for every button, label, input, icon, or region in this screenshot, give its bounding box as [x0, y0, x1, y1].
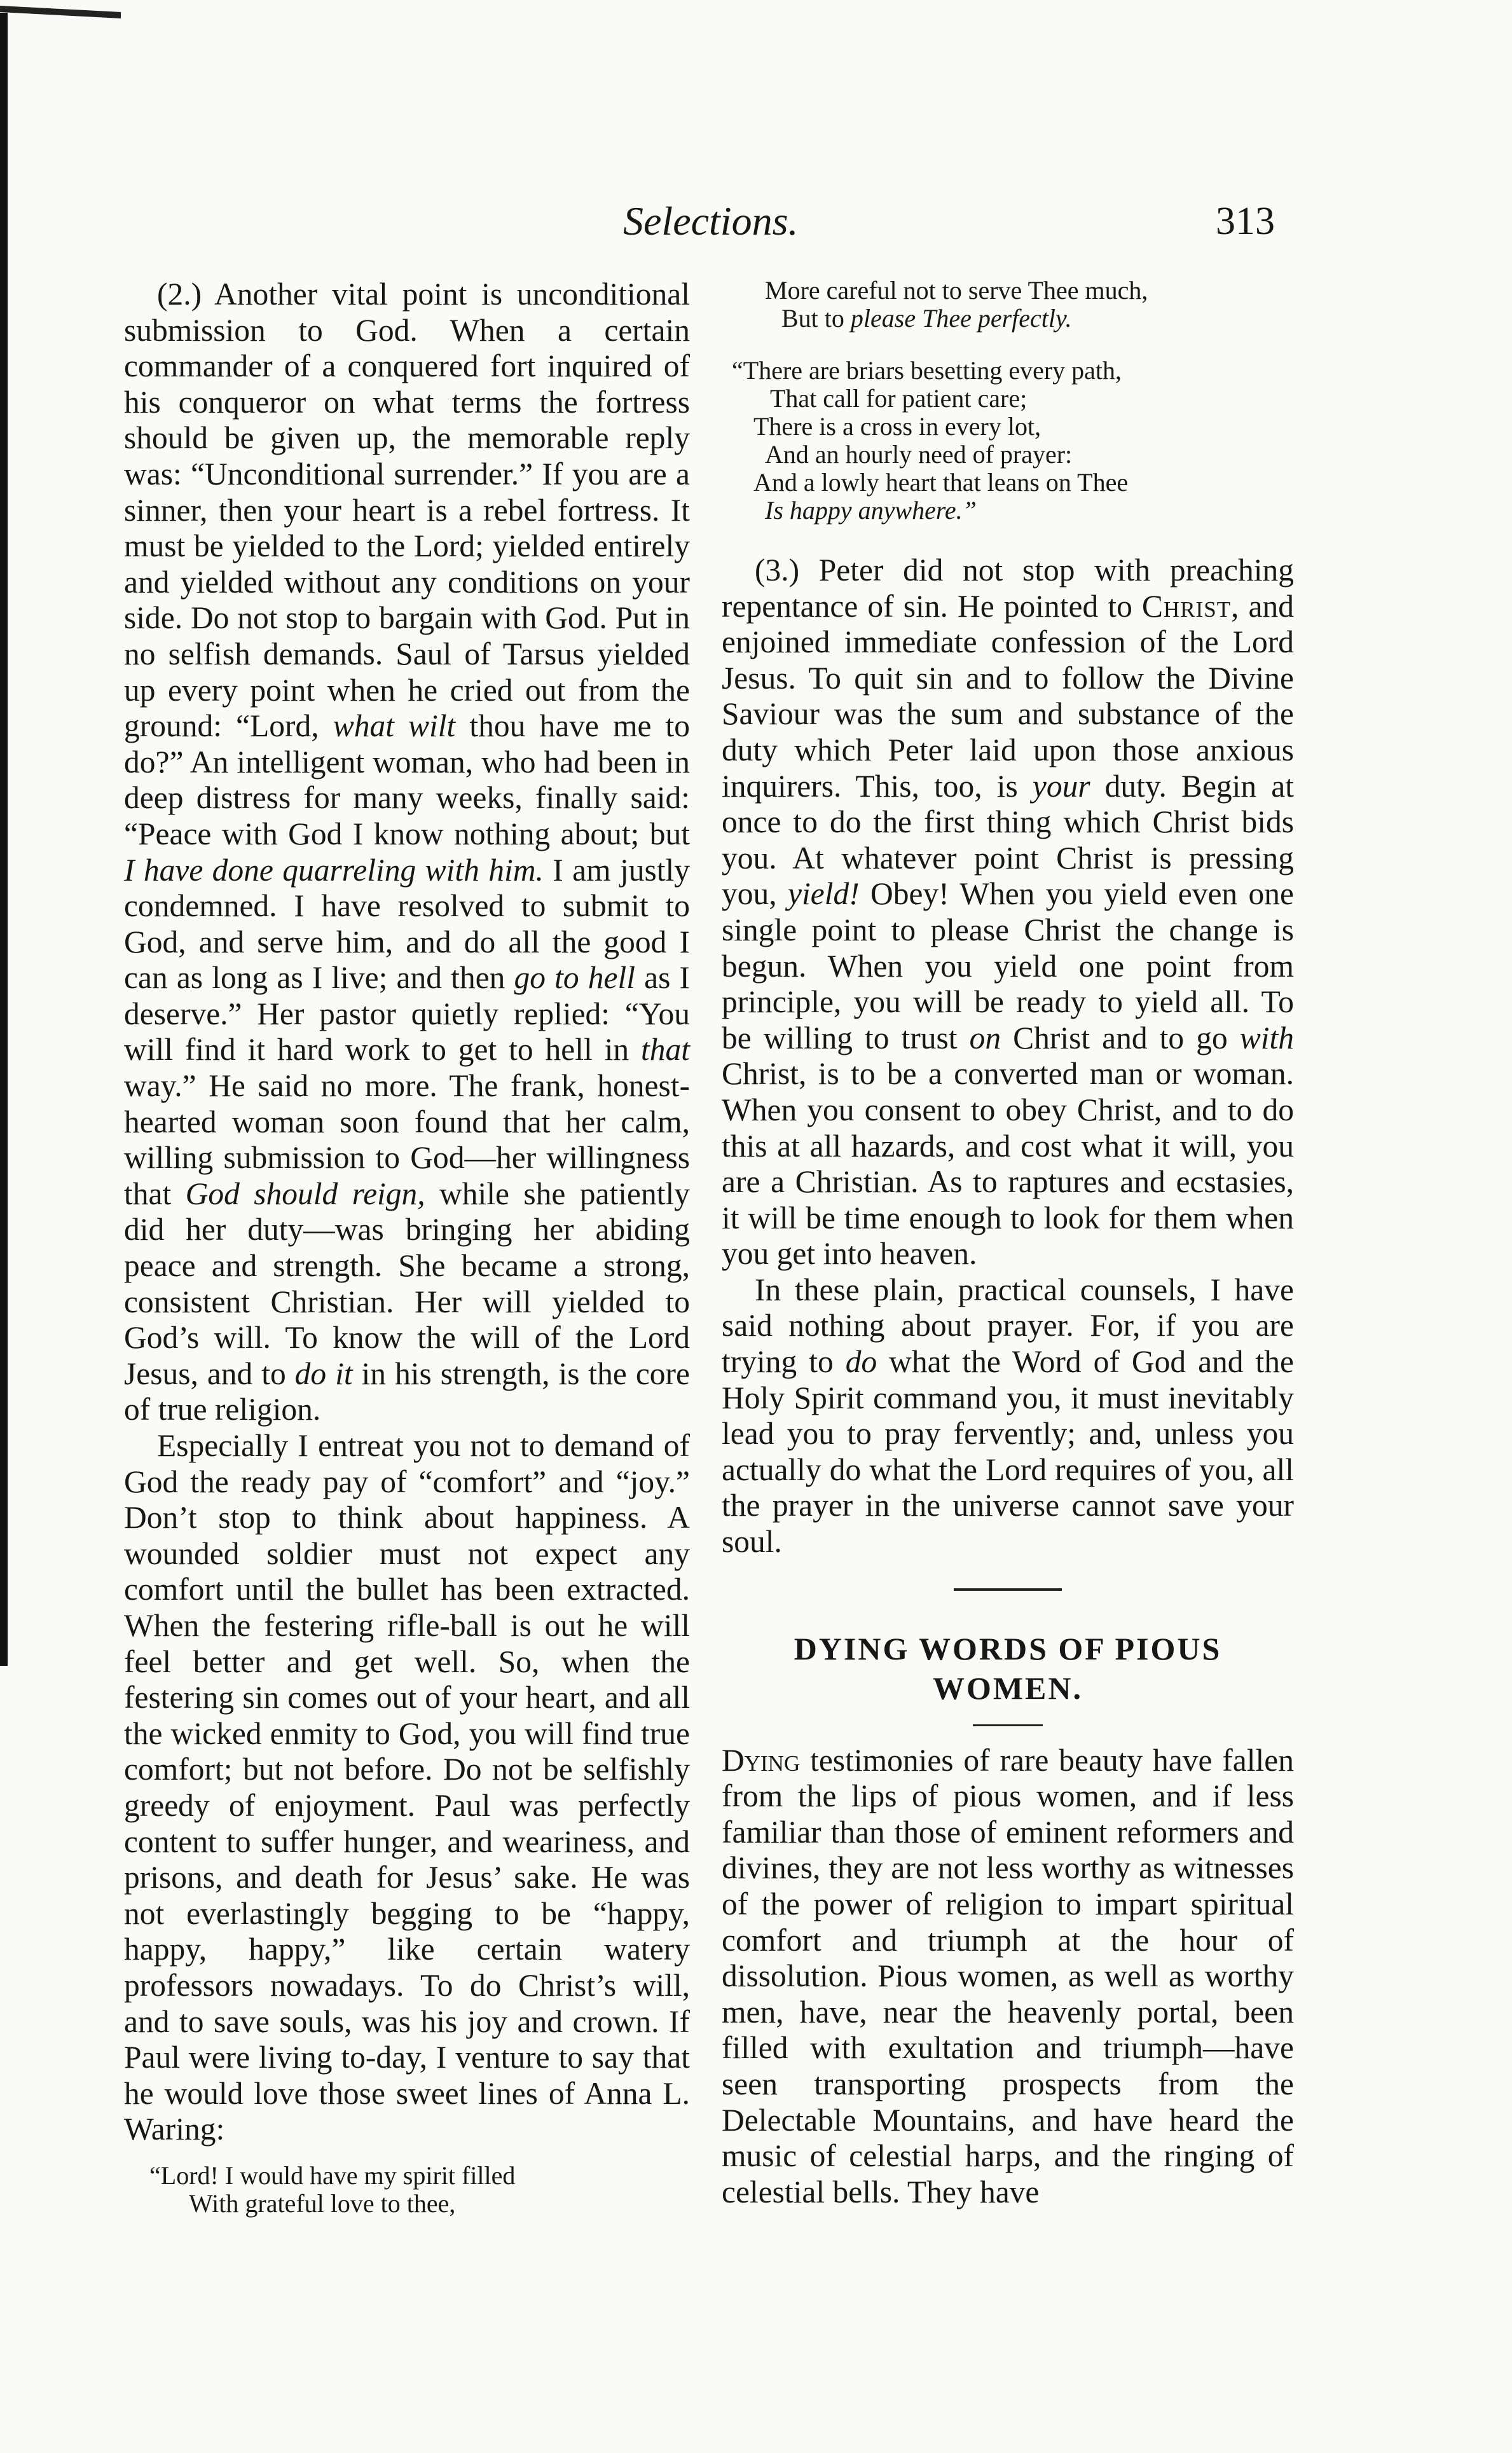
text-run: in his strength, is the core of true religion.	[124, 1356, 691, 1427]
heading-line: WOMEN.	[932, 1670, 1083, 1706]
paragraph-comfort-and-joy: Especially I entreat you not to demand of God the ready pay of “comfort” and “joy.” Don’t stop to think about happiness. A wounded soldier must not expect any comfort until the bullet has been extracted. When the festering rifle-ball is out he will feel better and get well. So, when the festering sin comes out of your heart, and all the wicked enmity to God, you will find true comfort; but not before. Do not be selfishly greedy of enjoyment. Paul was perfectly content to suffer hunger, and weariness, and prisons, and death for Jesus’ sake. He was not everlastingly begging to be “happy, happy, happy,” like certain watery professors nowadays. To do Christ’s will, and to save souls, was his joy and crown. If Paul were living to-day, I venture to say that he would love those sweet lines of Anna L. Waring:	[124, 1428, 690, 2147]
italic-run: please Thee perfectly.	[850, 304, 1072, 333]
text-run: testimonies of rare beauty have fallen from the lips of pious women, and if less familiar than those of eminent reformers and divines, they are not less worthy as witnesses of the power of religion to impart spiritual comfort and triumph at the hour of dissolution. Pious women, as well as worthy men, have, near the heavenly portal, been filled with exultation and triumph—have seen transporting prospects from the Delectable Mountains, and have heard the music of celestial harps, and the ringing of celestial bells. They have	[722, 1742, 1294, 2209]
paragraph-peter-confession	[722, 553, 1294, 1272]
left-column	[124, 277, 690, 2218]
text-run: Christ, is to be a converted man or woman. When you consent to obey Christ, and to do this at all hazards, and cost what it will, you are a Christian. As to raptures and ecstasies, it will be time enough to look for them when you get into heaven.	[722, 1056, 1294, 1272]
text-run: what the Word of God and the Holy Spirit command you, it must inevitably lead you to pray fervently; and, unless you actually do what the Lord requires of you, all the prayer in the universe cannot save your soul.	[722, 1344, 1294, 1560]
paragraph-unconditional-submission	[124, 277, 690, 1428]
text-run: Christ	[1141, 588, 1232, 624]
poem-line: Is happy anywhere.”	[765, 496, 977, 525]
page-binding-edge	[0, 13, 8, 1666]
poem-line: With grateful love to thee,	[189, 2188, 456, 2218]
poem-line: More careful not to serve Thee much,	[765, 276, 1148, 305]
text-run: Dying	[722, 1742, 801, 1778]
text-run: I am justly condemned. I have resolved to submit to God, and serve him, and do all the good I can as long as I live; and then	[124, 852, 690, 996]
italic-run: yield!	[788, 876, 860, 912]
text-run: In these plain, practical counsels, I have said nothing about prayer. For, if you are trying to	[722, 1272, 1294, 1380]
section-divider	[954, 1588, 1062, 1591]
poem-stanza-continued	[722, 277, 1294, 333]
text-run: (2.) Another vital point is unconditional submission to God. When a certain commander of a conquered fort inquired of his conqueror on what terms the fortress should be given up, the memorable reply was: “Unconditional surrender.” If you are a sinner, then your heart is a rebel fortress. It must be yielded to the Lord; yielded entirely and yielded without any conditions on your side. Do not stop to bargain with God. Put in no selfish demands. Saul of Tarsus yielded up every point when he cried out from the ground: “Lord,	[124, 277, 690, 744]
running-head-title: Selections.	[623, 198, 799, 244]
poem-line: “There are briars besetting every path,	[732, 356, 1122, 385]
poem-line	[765, 305, 1294, 333]
text-run: (3.) Peter did not stop with preaching repentance of sin. He pointed to	[722, 553, 1294, 624]
italic-run: do	[845, 1344, 877, 1380]
text-run: duty. Begin at once to do the first thing which Christ bids you. At whatever point Christ is pressing you,	[722, 768, 1294, 912]
poem-stanza-opening	[124, 2162, 690, 2218]
poem-line: There is a cross in every lot,	[753, 412, 1041, 441]
poem-stanza-second	[722, 357, 1294, 525]
italic-run: I have done quarreling with him.	[124, 852, 544, 888]
italic-run: with	[1239, 1020, 1294, 1055]
italic-run: go to hell	[514, 960, 635, 996]
text-run: way.” He said no more. The frank, honest-hearted woman soon found that her calm, willing submission to God—her willingness that	[124, 1068, 690, 1211]
text-run: thou have me to do?” An intelligent woman, who had been in deep distress for many weeks, finally said: “Peace with God I know nothing about; but	[124, 708, 690, 851]
italic-run: your	[1032, 768, 1090, 804]
page-corner-mark	[0, 6, 121, 18]
poem-line: That call for patient care;	[770, 384, 1027, 413]
section-heading	[722, 1629, 1294, 1708]
paragraph-prayer	[722, 1272, 1294, 1560]
italic-run: God should reign,	[185, 1176, 425, 1211]
italic-run: on	[969, 1020, 1001, 1055]
running-head	[0, 194, 1512, 258]
italic-run: that	[640, 1032, 690, 1068]
text-run: Christ and to go	[1001, 1020, 1240, 1055]
text-run: while she patiently did her duty—was bringing her abiding peace and strength. She became a strong, consistent Christian. Her will yielded to God’s will. To know the will of the Lord Jesus, and to	[124, 1176, 690, 1391]
text-run: But to	[781, 304, 851, 333]
poem-line: And a lowly heart that leans on Thee	[753, 468, 1129, 497]
page-number: 313	[1216, 200, 1275, 243]
paragraph-dying-words	[722, 1743, 1294, 2211]
right-column	[722, 277, 1294, 2210]
text-run: as I deserve.” Her pastor quietly replied: “You will find it hard work to get to hell in	[124, 960, 690, 1068]
text-run: , and enjoined immediate confession of the Lord Jesus. To quit sin and to follow the Divine Saviour was the sum and substance of the duty which Peter laid upon those anxious inquirers. This, too, is	[722, 588, 1294, 804]
heading-line: DYING WORDS OF PIOUS	[794, 1630, 1222, 1666]
italic-run: do it	[294, 1356, 353, 1391]
italic-run: what wilt	[333, 708, 456, 744]
text-run: Obey! When you yield even one single point to please Christ the change is begun. When you yield one point from principle, you will be ready to yield all. To be willing to trust	[722, 876, 1295, 1055]
poem-line: And an hourly need of prayer:	[765, 440, 1073, 469]
heading-underline	[973, 1724, 1043, 1726]
poem-line: “Lord! I would have my spirit filled	[149, 2161, 516, 2190]
